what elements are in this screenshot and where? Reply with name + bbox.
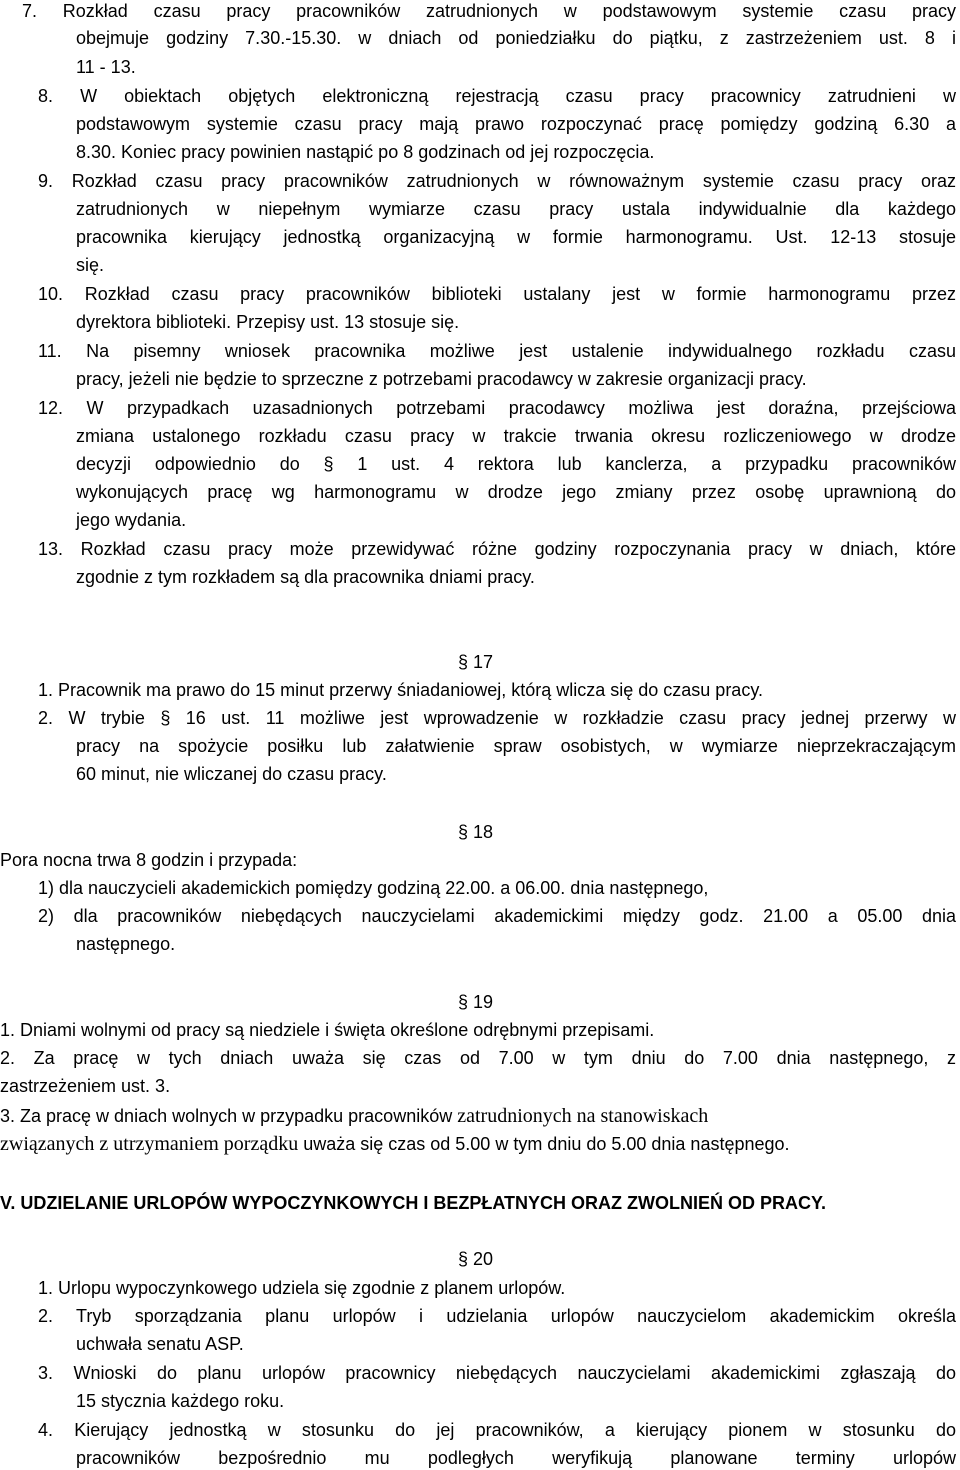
section-18-item-2-line-2: następnego. [76,934,176,954]
paragraph-9-line-1: 9. Rozkład czasu pracy pracowników zatrudnionych w równoważnym systemie czasu pracy oraz [38,171,956,191]
section-17-item-2-line-3: 60 minut, nie wliczanej do czasu pracy. [76,764,387,784]
paragraph-12-line-1: 12. W przypadkach uzasadnionych potrzebami pracodawcy możliwa jest doraźna, przejściowa [38,398,956,418]
paragraph-13-line-2: zgodnie z tym rozkładem są dla pracownika dniami pracy. [76,567,535,587]
section-19-item-3-text-a: 3. Za pracę w dniach wolnych w przypadku pracowników [0,1106,458,1126]
section-19-item-3-line-1 [0,1105,956,1127]
paragraph-13-line-1: 13. Rozkład czasu pracy może przewidywać różne godziny rozpoczynania pracy w dniach, które [38,539,956,559]
section-20-item-3-line-1: 3. Wnioski do planu urlopów pracownicy niebędących nauczycielami akademickimi zgłaszają do [38,1363,956,1383]
paragraph-11-line-2: pracy, jeżeli nie będzie to sprzeczne z potrzebami pracodawcy w zakresie organizacji pracy. [76,369,807,389]
section-18-item-1: 1) dla nauczycieli akademickich pomiędzy godziną 22.00. a 06.00. dnia następnego, [38,878,709,898]
paragraph-9-line-3: pracownika kierujący jednostką organizacyjną w formie harmonogramu. Ust. 12-13 stosuje [76,227,956,247]
section-17-item-2-line-1: 2. W trybie § 16 ust. 11 możliwe jest wprowadzenie w rozkładzie czasu pracy jednej przerwy w [38,708,956,728]
section-19-item-2-line-2: zastrzeżeniem ust. 3. [0,1076,171,1096]
paragraph-8-line-2: podstawowym systemie czasu pracy mają prawo rozpoczynać pracę pomiędzy godziną 6.30 a [76,114,956,134]
paragraph-7-line-3: 11 - 13. [76,57,136,77]
paragraph-12-line-3: decyzji odpowiednio do § 1 ust. 4 rektora lub kanclerza, a przypadku pracowników [76,454,956,474]
section-19-item-3-text-b: zatrudnionych na stanowiskach [457,1105,709,1127]
section-18-item-2-line-1: 2) dla pracowników niebędących nauczycielami akademickimi między godz. 21.00 a 05.00 dnia [38,906,956,926]
section-20-item-4-line-1: 4. Kierujący jednostką w stosunku do jej pracowników, a kierujący pionem w stosunku do [38,1420,956,1440]
section-19-item-3-text-d: uważa się czas od 5.00 w tym dniu do 5.00 dnia następnego. [298,1134,790,1154]
section-20-item-2-line-1: 2. Tryb sporządzania planu urlopów i udzielania urlopów nauczycielom akademickim określa [38,1306,956,1326]
paragraph-9-line-4: się. [76,255,105,275]
section-18-intro: Pora nocna trwa 8 godzin i przypada: [0,850,298,870]
paragraph-10-line-2: dyrektora biblioteki. Przepisy ust. 13 stosuje się. [76,312,460,332]
paragraph-8-line-3: 8.30. Koniec pracy powinien nastąpić po 8 godzinach od jej rozpoczęcia. [76,142,655,162]
paragraph-10-line-1: 10. Rozkład czasu pracy pracowników biblioteki ustalany jest w formie harmonogramu przez [38,284,956,304]
paragraph-7-line-2: obejmuje godziny 7.30.-15.30. w dniach od poniedziałku do piątku, z zastrzeżeniem ust. 8 i [76,28,956,48]
section-20-item-4-line-2: pracowników bezpośrednio mu podległych weryfikują planowane terminy urlopów [76,1448,956,1468]
section-19-item-3-line-2 [0,1133,790,1155]
section-20-item-3-line-2: 15 stycznia każdego roku. [76,1391,285,1411]
section-17-item-1: 1. Pracownik ma prawo do 15 minut przerwy śniadaniowej, którą wlicza się do czasu pracy. [38,680,763,700]
paragraph-12-line-5: jego wydania. [76,510,187,530]
paragraph-12-line-2: zmiana ustalonego rozkładu czasu pracy w trakcie trwania okresu rozliczeniowego w drodze [76,426,956,446]
section-20-title: § 20 [458,1249,494,1269]
section-19-title: § 19 [458,992,494,1012]
section-17-title: § 17 [458,652,494,672]
paragraph-12-line-4: wykonujących pracę wg harmonogramu w drodze jego zmiany przez osobę uprawnioną do [76,482,956,502]
paragraph-11-line-1: 11. Na pisemny wniosek pracownika możliwe jest ustalenie indywidualnego rozkładu czasu [38,341,956,361]
section-20-item-1: 1. Urlopu wypoczynkowego udziela się zgodnie z planem urlopów. [38,1278,566,1298]
paragraph-9-line-2: zatrudnionych w niepełnym wymiarze czasu pracy ustala indywidualnie dla każdego [76,199,956,219]
section-20-item-2-line-2: uchwała senatu ASP. [76,1334,244,1354]
section-18-title: § 18 [458,822,494,842]
paragraph-8-line-1: 8. W obiektach objętych elektroniczną rejestracją czasu pracy pracownicy zatrudnieni w [38,86,956,106]
chapter-v-heading: V. UDZIELANIE URLOPÓW WYPOCZYNKOWYCH I BEZPŁATNYCH ORAZ ZWOLNIEŃ OD PRACY. [0,1193,827,1213]
section-17-item-2-line-2: pracy na spożycie posiłku lub załatwienie spraw osobistych, w wymiarze nieprzekraczającym [76,736,956,756]
section-19-item-1: 1. Dniami wolnymi od pracy są niedziele i święta określone odrębnymi przepisami. [0,1020,655,1040]
section-19-item-2-line-1: 2. Za pracę w tych dniach uważa się czas od 7.00 w tym dniu do 7.00 dnia następnego, z [0,1048,956,1068]
section-19-item-3-text-c: związanych z utrzymaniem porządku [0,1133,299,1155]
paragraph-7-line-1: 7. Rozkład czasu pracy pracowników zatrudnionych w podstawowym systemie czasu pracy [22,1,956,21]
